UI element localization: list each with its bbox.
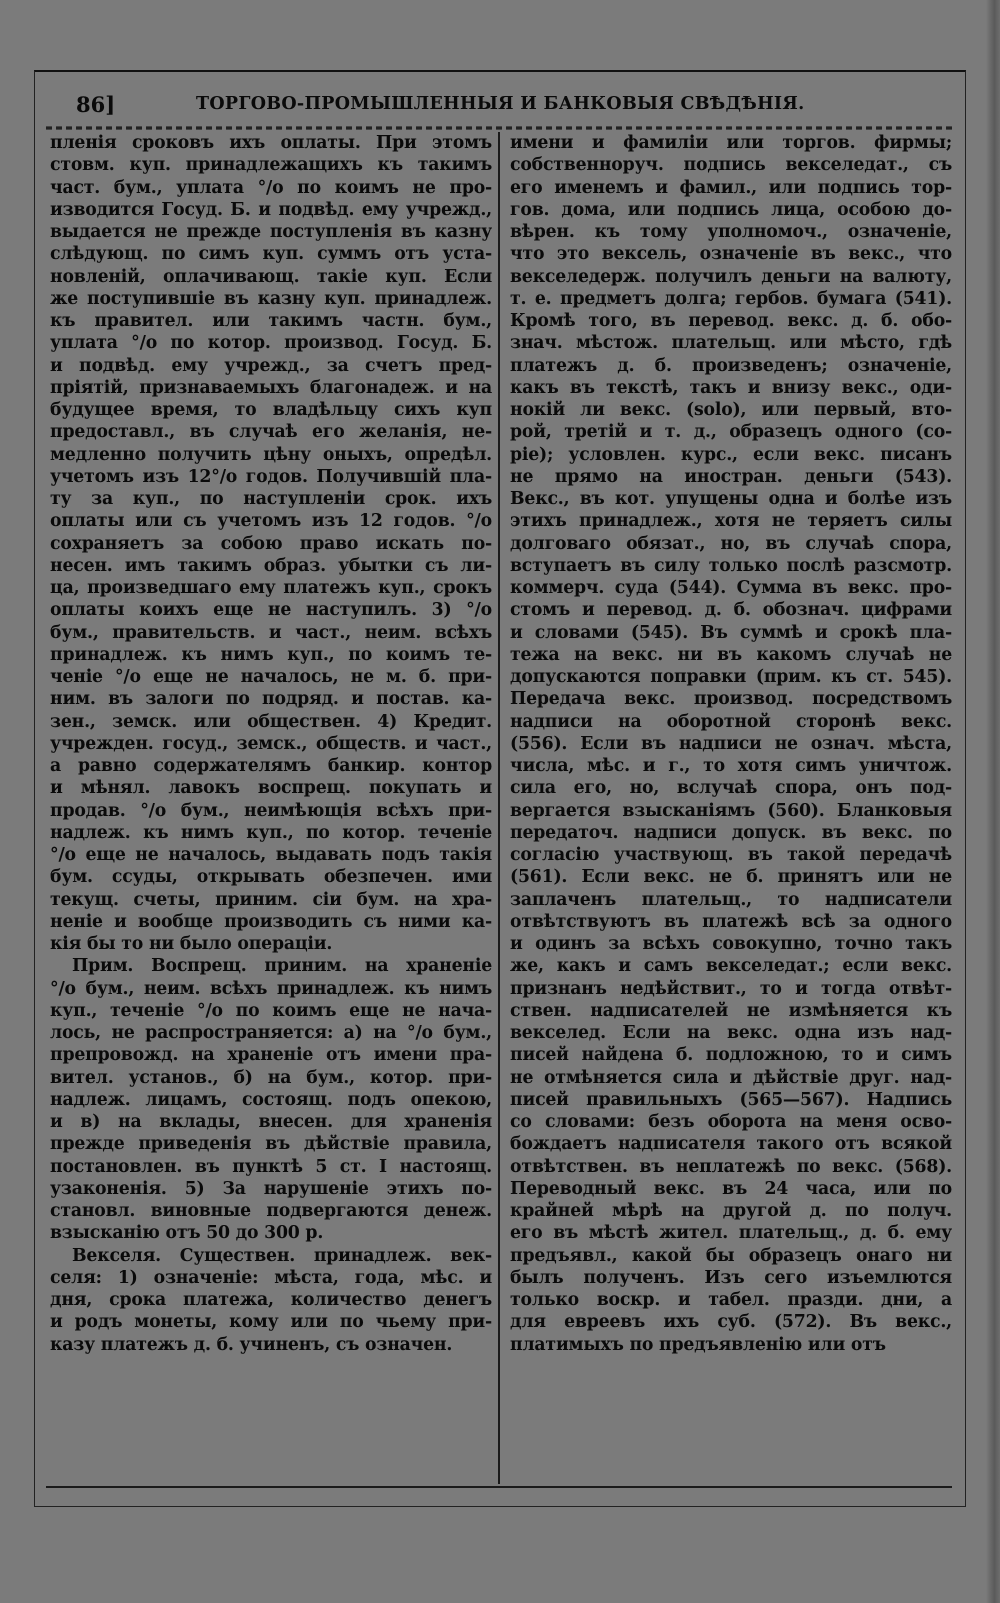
text-line: вител. установ., б) на бум., котор. при-: [50, 1067, 492, 1088]
text-line: бум., правительств. и част., неим. всѣхъ: [50, 622, 492, 643]
text-line: для евреевъ ихъ суб. (572). Въ векс.,: [510, 1312, 952, 1333]
bottom-rule: [46, 1486, 952, 1488]
text-line: Передача векс. производ. посредствомъ: [510, 689, 952, 710]
text-line: со словами: безъ оборота на меня осво-: [510, 1112, 952, 1132]
text-line: числа, мѣс. и г., то хотя симъ уничтож.: [510, 756, 952, 776]
text-line: какъ въ текстѣ, такъ и внизу векс., оди-: [510, 377, 952, 398]
text-line: и в) на вклады, внесен. для храненія: [50, 1112, 492, 1132]
text-line: оплаты коихъ еще не наступилъ. 3) °/о: [50, 600, 492, 621]
text-line: (561). Если векс. не б. принятъ или не: [510, 867, 952, 888]
text-line: зен., земск. или обществен. 4) Кредит.: [50, 711, 492, 732]
text-line: гов. дома, или подпись лица, особою до-: [510, 199, 952, 220]
text-line: медленно получить цѣну оныхъ, опредѣл.: [50, 444, 492, 465]
text-line: дня, срока платежа, количество денегъ: [50, 1290, 492, 1310]
text-line: сила его, но, вслучаѣ спора, онъ под-: [510, 778, 952, 799]
text-line: (556). Если въ надписи не означ. мѣста,: [510, 733, 952, 754]
page-number: 86]: [76, 92, 116, 117]
text-line: его именемъ и фамил., или подпись тор-: [510, 177, 952, 198]
text-line: согласію участвующ. въ такой передачѣ: [510, 845, 952, 865]
text-line: вѣрен. къ тому уполномоч., означеніе,: [510, 222, 952, 242]
text-line: ним. въ залоги по подряд. и постав. ка-: [50, 689, 492, 710]
text-line: част. бум., уплата °/о по коимъ не про-: [50, 177, 492, 198]
text-line: ствен. надписателей не измѣняется къ: [510, 1000, 952, 1021]
text-line: а равно содержателямъ банкир. контор: [50, 756, 492, 776]
text-line: надлеж. къ нимъ куп., по котор. теченіе: [50, 822, 492, 843]
text-line: признанъ недѣйствит., то и тогда отвѣт-: [510, 978, 952, 999]
text-line: ріе); условлен. курс., если векс. писанъ: [510, 444, 952, 465]
text-line: пленія сроковъ ихъ оплаты. При этомъ: [50, 133, 492, 153]
text-line: текущ. счеты, приним. сіи бум. на хра-: [50, 889, 492, 910]
text-line: стовм. куп. принадлежащихъ къ такимъ: [50, 155, 492, 176]
text-line: отвѣтствуютъ въ платежѣ всѣ за одного: [510, 911, 952, 932]
text-line: платежъ д. б. произведенъ; означеніе,: [510, 355, 952, 376]
text-line: оплаты или съ учетомъ изъ 12 годов. °/о: [50, 511, 492, 532]
text-line: становл. виновные подвергаются денеж.: [50, 1201, 492, 1221]
text-line: бождаетъ надписателя такого отъ всякой: [510, 1134, 952, 1155]
text-line: долговаго обязат., но, въ случаѣ спора,: [510, 533, 952, 554]
text-line: крайней мѣрѣ на другой д. по получ.: [510, 1201, 952, 1221]
text-line: передаточ. надписи допуск. въ векс. по: [510, 822, 952, 843]
text-line: не отмѣняется сила и дѣйствіе друг. над-: [510, 1067, 952, 1088]
text-line: векселед. Если на векс. одна изъ над-: [510, 1023, 952, 1043]
text-line: сохраняетъ за собою право искать по-: [50, 533, 492, 554]
text-line: стомъ и перевод. д. б. обознач. цифрами: [510, 600, 952, 621]
text-line: взысканію отъ 50 до 300 р.: [50, 1223, 324, 1244]
text-line: выдается не прежде поступленія въ казну: [50, 222, 492, 242]
text-line: ченіе °/о еще не началось, не м. б. при-: [50, 667, 492, 687]
text-line: узаконенія. 5) За нарушеніе этихъ по-: [50, 1178, 492, 1199]
page-header: [46, 88, 952, 128]
text-line: будущее время, то владѣльцу сихъ куп: [50, 400, 492, 420]
text-line: продав. °/о бум., неимѣющія всѣхъ при-: [50, 800, 492, 821]
text-line: Векс., въ кот. упущены одна и болѣе изъ: [510, 489, 952, 509]
text-line: селя: 1) означеніе: мѣста, года, мѣс. и: [50, 1267, 492, 1288]
text-line: Векселя. Существен. принадлеж. век-: [72, 1245, 492, 1266]
text-line: бум. ссуды, открывать обезпечен. ими: [50, 867, 492, 888]
text-line: Кромѣ того, въ перевод. векс. д. б. обо-: [510, 311, 952, 331]
text-line: изводится Госуд. Б. и подвѣд. ему учрежд.,: [50, 199, 492, 220]
text-line: слѣдующ. по симъ куп. суммъ отъ уста-: [50, 244, 492, 265]
text-line: принадлеж. къ нимъ куп., по коимъ те-: [50, 644, 492, 665]
text-line: допускаются поправки (прим. къ ст. 545).: [510, 667, 952, 687]
text-line: былъ полученъ. Изъ сего изъемлются: [510, 1267, 952, 1288]
text-line: новленій, оплачивающ. такіе куп. Если: [50, 266, 492, 287]
text-line: вергается взысканіямъ (560). Бланковыя: [510, 800, 952, 821]
text-line: т. е. предметъ долга; гербов. бумага (541).: [510, 288, 952, 309]
text-line: писей найдена б. подложною, то и симъ: [510, 1045, 952, 1066]
text-line: пріятій, признаваемыхъ благонадеж. и на: [50, 377, 492, 398]
text-line: постановлен. въ пунктѣ 5 ст. I настоящ.: [50, 1156, 492, 1177]
text-line: имени и фамиліи или торгов. фирмы;: [510, 133, 952, 153]
text-line: заплаченъ плательщ., то надписатели: [510, 889, 952, 910]
text-line: знач. мѣстож. плательщ. или мѣсто, гдѣ: [510, 333, 952, 354]
left-column: [50, 132, 492, 1484]
text-line: кія бы то ни было операціи.: [50, 934, 333, 954]
text-line: собственноруч. подпись векселедат., съ: [510, 155, 952, 176]
text-line: уплата °/о по котор. производ. Госуд. Б.: [50, 333, 492, 354]
text-line: его въ мѣстѣ жител. плательщ., д. б. ему: [510, 1223, 952, 1244]
text-line: надлеж. лицамъ, состоящ. подъ опекою,: [50, 1089, 492, 1110]
text-line: платимыхъ по предъявленію или отъ: [510, 1334, 886, 1355]
text-line: Прим. Воспрещ. приним. на храненіе: [72, 956, 492, 977]
text-line: и родъ монеты, кому или по чьему при-: [50, 1312, 492, 1333]
text-line: нокій ли векс. (solo), или первый, вто-: [510, 400, 952, 420]
running-title: ТОРГОВО-ПРОМЫШЛЕННЫЯ И БАНКОВЫЯ СВѢДѢНІЯ.: [196, 94, 805, 114]
text-line: надписи на оборотной сторонѣ векс.: [510, 711, 952, 732]
text-line: учетомъ изъ 12°/о годов. Получившій пла-: [50, 466, 492, 487]
text-line: °/о бум., неим. всѣхъ принадлеж. къ нимъ: [50, 978, 492, 999]
text-line: и словами (545). Въ суммѣ и срокѣ пла-: [510, 622, 952, 643]
page-edge-shadow: [986, 0, 1000, 1603]
text-line: отвѣтствен. въ неплатежѣ по векс. (568).: [510, 1156, 952, 1177]
text-line: препровожд. на храненіе отъ имени пра-: [50, 1045, 492, 1066]
text-line: несен. имъ такимъ образ. убытки съ ли-: [50, 555, 492, 576]
text-line: и одинъ за всѣхъ совокупно, точно такъ: [510, 934, 952, 954]
text-line: и подвѣд. ему учрежд., за счетъ пред-: [50, 355, 492, 376]
text-line: куп., теченіе °/о по коимъ еще не нача-: [50, 1000, 492, 1021]
text-line: что это вексель, означеніе въ векс., что: [510, 244, 952, 265]
text-line: предоставл., въ случаѣ его желанія, не-: [50, 422, 492, 443]
text-line: векселедерж. получилъ деньги на валюту,: [510, 266, 952, 287]
text-line: же поступившіе въ казну куп. принадлеж.: [50, 288, 492, 309]
text-line: не прямо на иностран. деньги (543).: [510, 466, 952, 487]
text-line: предъявл., какой бы образецъ онаго ни: [510, 1245, 952, 1266]
text-line: писей правильныхъ (565—567). Надпись: [510, 1089, 952, 1110]
text-line: же, какъ и самъ векселедат.; если векс.: [510, 956, 952, 977]
text-line: коммерч. суда (544). Сумма въ векс. про-: [510, 578, 952, 598]
text-line: казу платежъ д. б. учиненъ, съ означен.: [50, 1334, 453, 1355]
text-line: лось, не распространяется: а) на °/о бум.,: [50, 1023, 492, 1043]
text-line: °/о еще не началось, выдавать подъ такія: [50, 845, 492, 865]
text-line: ца, произведшаго ему платежъ куп., срокъ: [50, 578, 492, 598]
text-line: этихъ принадлеж., хотя не теряетъ силы: [510, 511, 952, 532]
text-line: неніе и вообще производить съ ними ка-: [50, 911, 492, 932]
text-line: рой, третій и т. д., образецъ одного (со-: [510, 422, 952, 443]
text-line: только воскр. и табел. празди. дни, а: [510, 1290, 952, 1310]
text-line: учрежден. госуд., земск., обществ. и част.,: [50, 733, 492, 754]
text-line: тежа на векс. ни въ какомъ случаѣ не: [510, 644, 952, 665]
right-column: [510, 132, 952, 1484]
text-line: къ правител. или такимъ частн. бум.,: [50, 311, 492, 331]
text-line: и мѣнял. лавокъ воспрещ. покупать и: [50, 778, 492, 799]
column-divider: [498, 132, 500, 1484]
text-line: прежде приведенія въ дѣйствіе правила,: [50, 1134, 492, 1155]
text-line: Переводный векс. въ 24 часа, или по: [510, 1178, 952, 1199]
text-line: ту за куп., по наступленіи срок. ихъ: [50, 489, 492, 509]
text-line: вступаетъ въ силу только послѣ разсмотр.: [510, 555, 952, 576]
